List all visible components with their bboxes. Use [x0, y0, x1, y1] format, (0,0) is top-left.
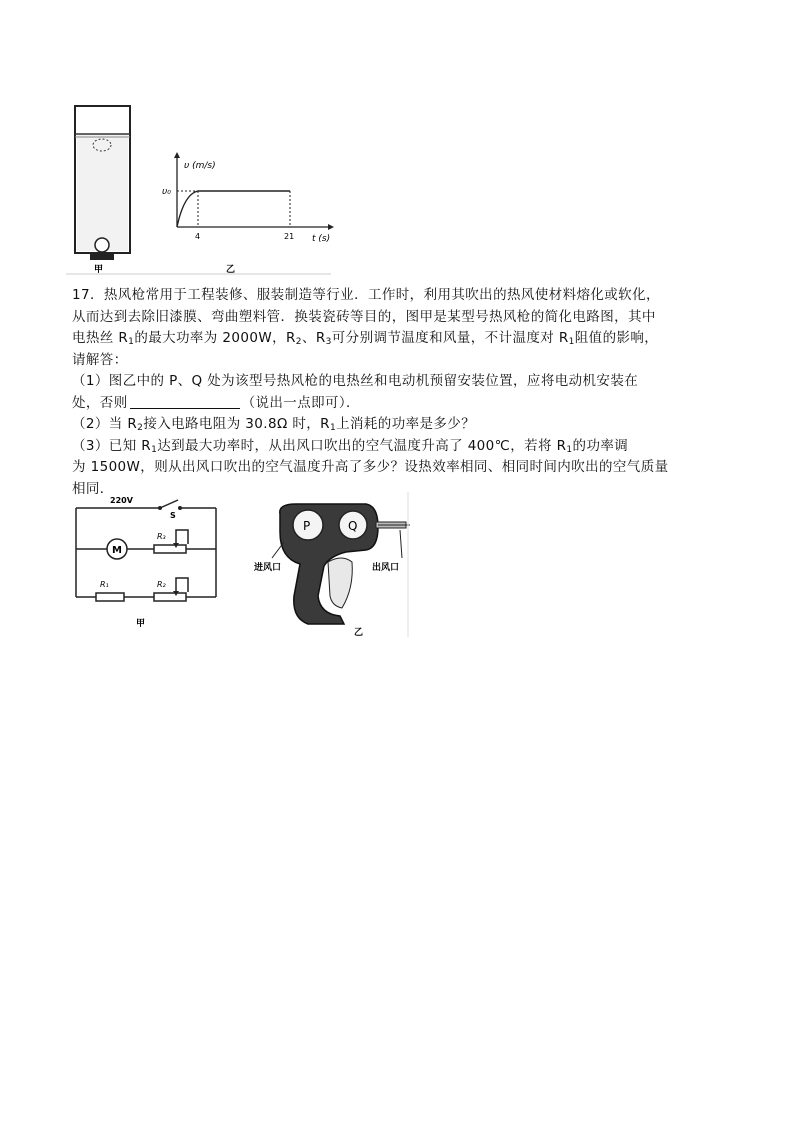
r3-label: R₃ [157, 532, 166, 541]
switch-label: S [170, 511, 176, 520]
motor-label: M [112, 545, 122, 556]
question-line-4: 请解答： [72, 351, 128, 368]
subquestion-2: （2）当 $R_2$接入电路电阻为 30.8Ω 时，$R_1$上消耗的功率是多少？ [72, 416, 476, 433]
subquestion-3-cont: 为 1500W，则从出风口吹出的空气温度升高了多少？设热效率相同、相同时间内吹出的空气质量 [72, 459, 669, 475]
label-yi-bottom: 乙 [354, 628, 364, 637]
label-yi-top: 乙 [226, 265, 236, 275]
cylinder-drawing [75, 106, 130, 260]
r2-label: R₂ [157, 580, 166, 589]
x-tick-21: 21 [284, 232, 295, 241]
subquestion-1-cont: 处，否则 （说出一点即可）． [72, 394, 360, 411]
subquestion-3-end: 相同． [72, 480, 114, 497]
subquestion-1: （1）图乙中的 P、Q 处为该型号热风枪的电热丝和电动机预留安装位置，应将电动机安装在 [72, 373, 639, 389]
voltage-label: 220V [110, 496, 133, 505]
inlet-label: 进风口 [254, 563, 282, 573]
p-label: P [303, 519, 311, 533]
subquestion-3: （3）已知 $R_1$达到最大功率时，从出风口吹出的空气温度升高了 400℃，若将 $R_1$的功率调 [72, 437, 629, 455]
top-figure [66, 100, 336, 275]
answer-blank[interactable] [130, 394, 240, 409]
r1-label: R₁ [100, 580, 109, 589]
outlet-label: 出风口 [372, 563, 400, 573]
question-line-2: 从而达到去除旧漆膜、弯曲塑料管．换装瓷砖等目的，图甲是某型号热风枪的简化电路图，其中 [72, 308, 656, 325]
question-17 [72, 285, 732, 500]
question-line-1: 17．热风枪常用于工程装修、服装制造等行业．工作时，利用其吹出的热风使材料熔化或软化， [72, 287, 660, 303]
label-jia-bottom: 甲 [136, 619, 146, 629]
y-tick-v0: υ₀ [162, 187, 171, 197]
label-jia-top: 甲 [94, 265, 104, 275]
x-axis-label: t (s) [312, 234, 331, 244]
heat-gun-drawing [250, 492, 415, 637]
y-axis-label: υ (m/s) [184, 161, 216, 171]
circuit-diagram [70, 492, 230, 632]
q-label: Q [348, 519, 358, 533]
x-tick-4: 4 [195, 232, 201, 241]
question-line-3: 电热丝 $R_1$的最大功率为 2000W，$R_2$、$R_3$可分别调节温度和风量，不计温度对 $R_1$阻值的影响， [72, 330, 659, 347]
